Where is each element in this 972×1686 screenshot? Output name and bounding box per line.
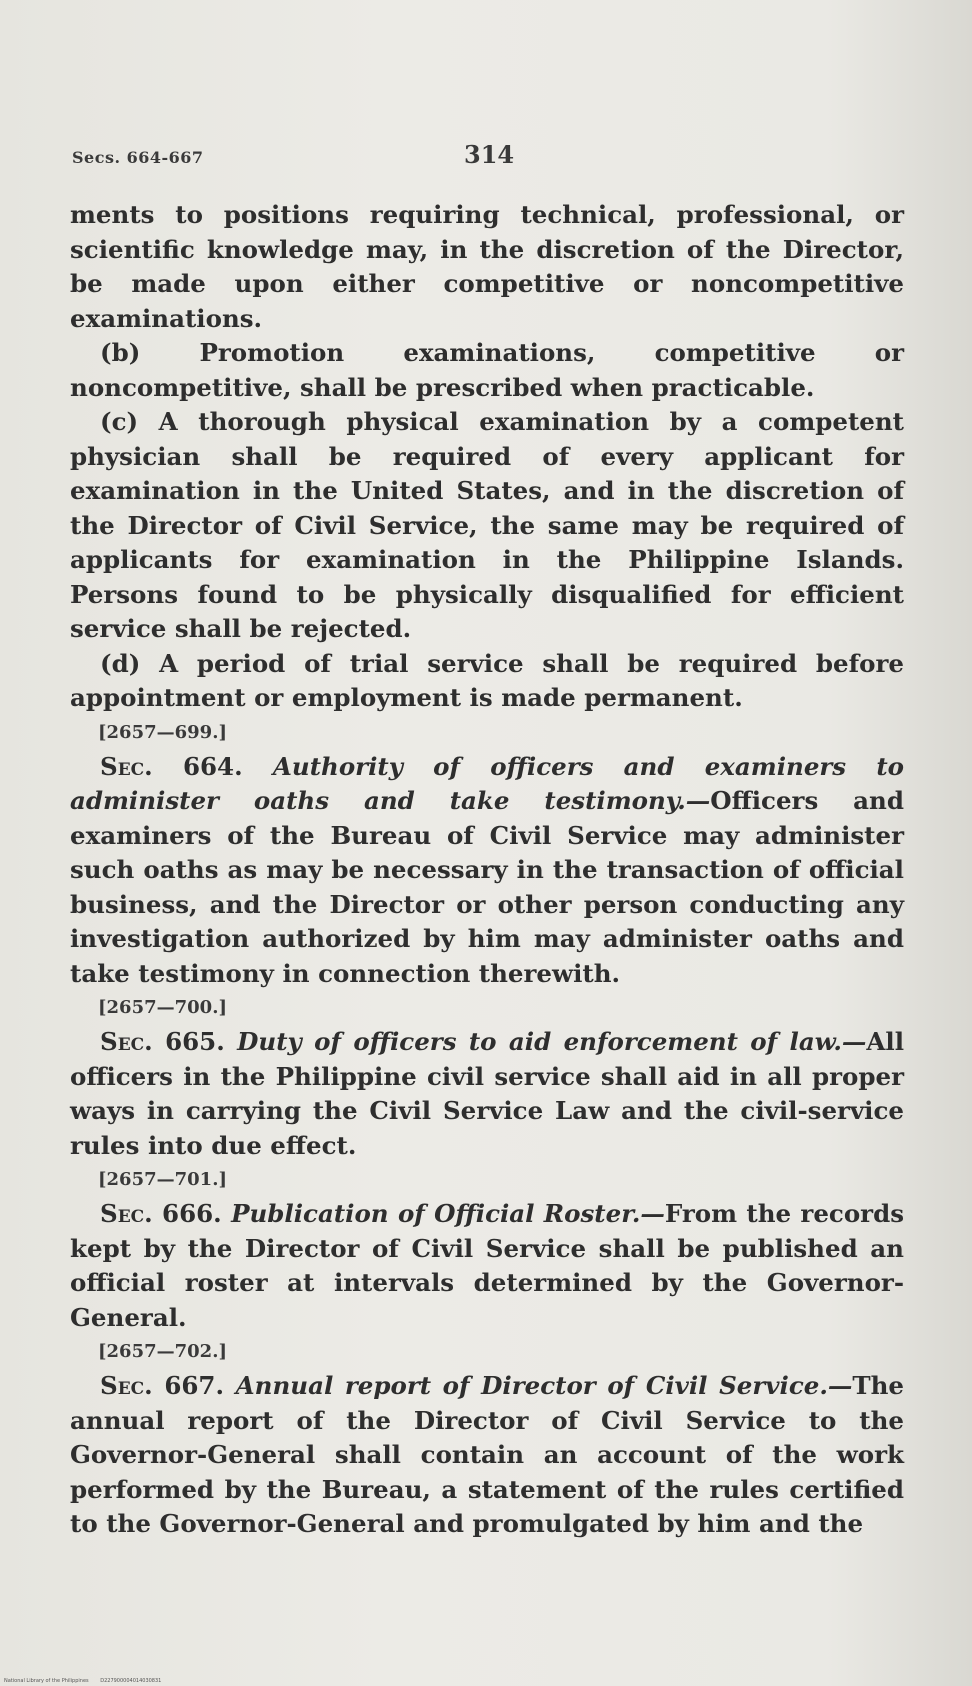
citation-664: [2657—699.]	[98, 721, 227, 743]
section-667-text: The annual report of the Director of Civil Service to the Governor-General shall contain an account of the work performed by the Bureau, a statement of the rules certified to the Governor-General and promulgated by him and the	[70, 1371, 904, 1538]
library-name: National Library of the Philippines	[4, 1678, 89, 1684]
section-665-label: Sec. 665.	[100, 1027, 225, 1056]
paragraph-continuation: ments to positions requiring technical, professional, or scientific knowledge may, in the discretion of the Director, be made upon either competitive or noncompetitive examinations.	[70, 200, 904, 333]
section-666-text: From the records kept by the Director of Civil Service shall be published an official roster at intervals determined by the Governor-General.	[70, 1199, 905, 1332]
section-666-title: Publication of Official Roster.—	[231, 1199, 665, 1228]
section-665	[70, 1025, 904, 1163]
barcode-number: D227900004014030831	[100, 1678, 162, 1684]
section-666	[70, 1197, 904, 1335]
section-667	[70, 1369, 904, 1542]
section-664-text: Officers and examiners of the Bureau of Civil Service may administer such oaths as may be necessary in the transaction of official business, and the Director or other person conducting any investigation authorized by him may administer oaths and take testimony in connection therewith.	[70, 786, 904, 988]
paragraph-d: (d) A period of trial service shall be required before appointment or employment is made permanent.	[70, 648, 904, 712]
section-665-title: Duty of officers to aid enforcement of law.—	[237, 1027, 867, 1056]
section-667-title: Annual report of Director of Civil Service.—	[235, 1371, 853, 1400]
section-665-text: All officers in the Philippine civil service shall aid in all proper ways in carrying the Civil Service Law and the civil-service rules into due effect.	[70, 1027, 905, 1160]
paragraph-c: (c) A thorough physical examination by a competent physician shall be required of every applicant for examination in the United States, and in the discretion of the Director of Civil Service, the same may be required of applicants for examination in the Philippine Islands. Persons found to be physically disqualified for efficient service shall be rejected.	[70, 407, 904, 643]
page-body	[70, 198, 904, 1542]
section-664	[70, 750, 904, 992]
section-667-label: Sec. 667.	[100, 1371, 224, 1400]
citation-667: [2657—702.]	[98, 1341, 227, 1362]
page-header	[72, 140, 900, 180]
scan-footer	[4, 1678, 171, 1684]
paragraph-b: (b) Promotion examinations, competitive or noncompetitive, shall be prescribed when practicable.	[70, 338, 904, 402]
citation-665: [2657—700.]	[98, 997, 227, 1018]
section-664-label: Sec. 664.	[100, 751, 243, 781]
page-number: 314	[464, 140, 515, 169]
citation-666: [2657—701.]	[98, 1169, 227, 1190]
section-666-label: Sec. 666.	[100, 1199, 222, 1228]
section-664-title: Authority of officers and examiners to administer oaths and take testimony.—	[70, 751, 904, 815]
section-range: Secs. 664-667	[72, 148, 204, 167]
